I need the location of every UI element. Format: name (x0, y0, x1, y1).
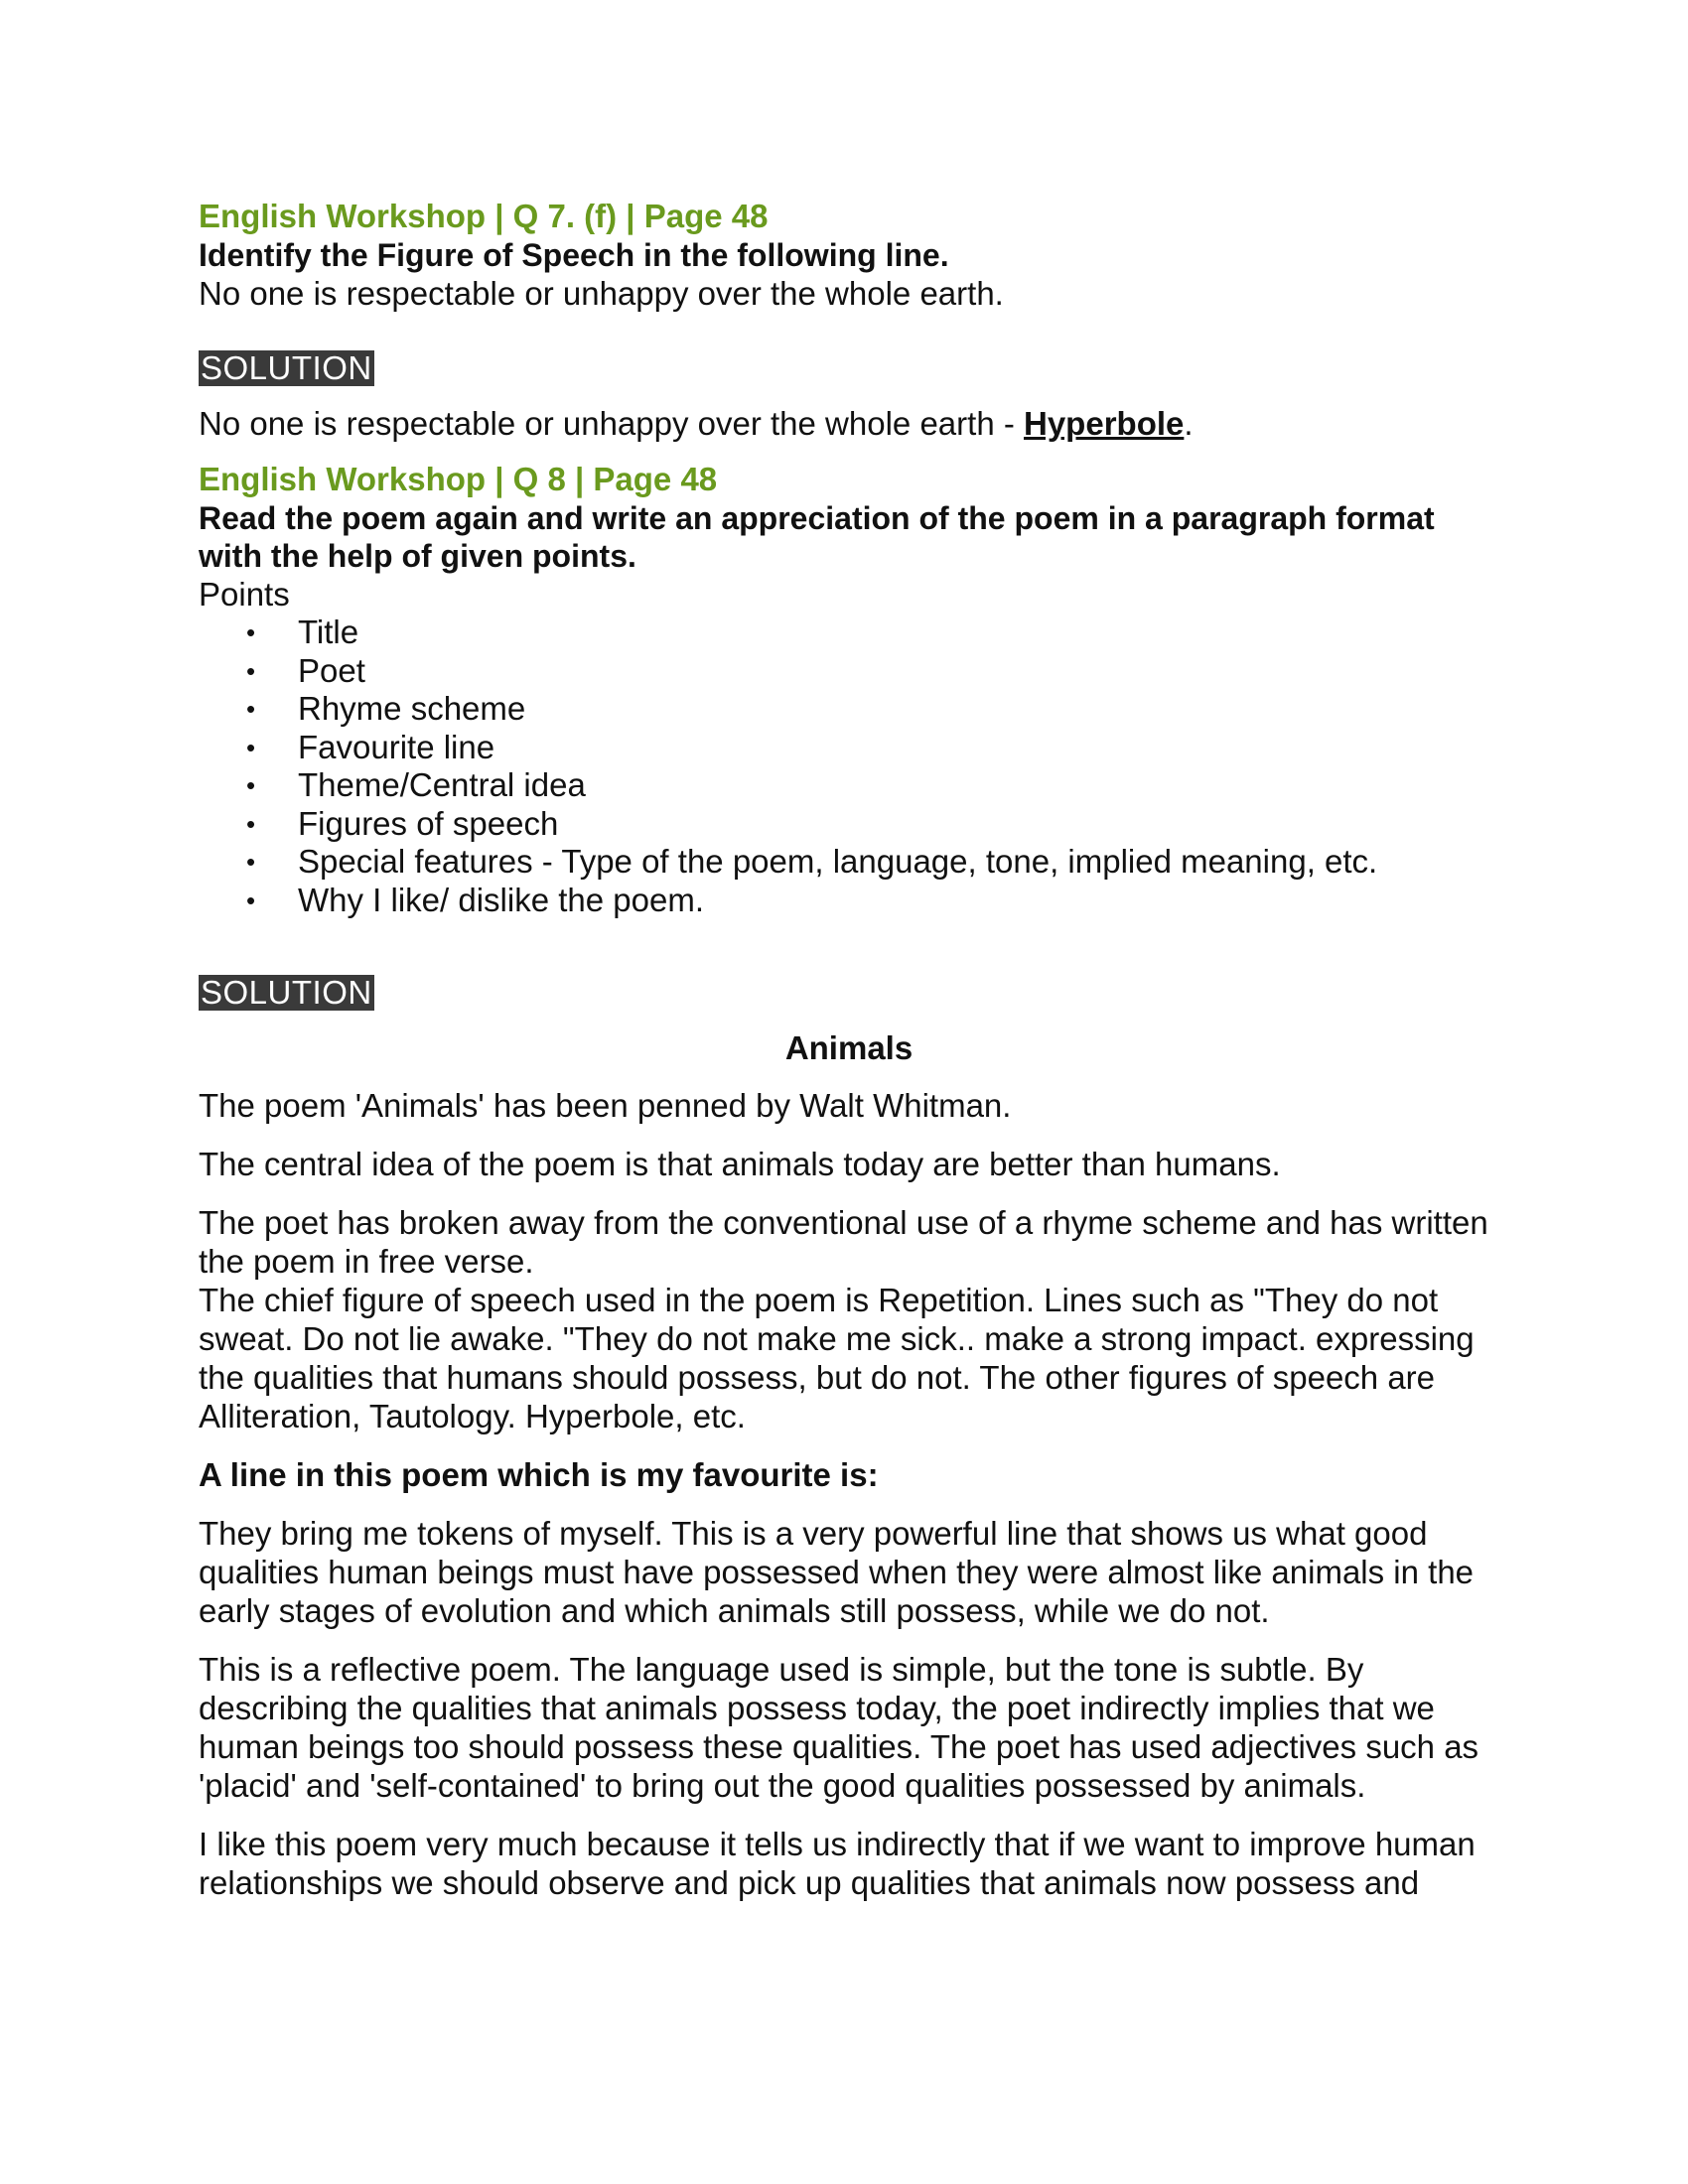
q8-heading: English Workshop | Q 8 | Page 48 (199, 461, 718, 497)
q8-solution-badge: SOLUTION (201, 974, 372, 1011)
q7-answer (199, 404, 1499, 443)
q7-answer-suffix: . (1184, 405, 1194, 442)
list-item: • Figures of speech (298, 805, 1499, 844)
para-central-idea: The central idea of the poem is that animals today are better than humans. (199, 1146, 1281, 1182)
q8-question: Read the poem again and write an appreciation of the poem in a paragraph format with the help of given points. (199, 500, 1435, 574)
para-why-i-like: I like this poem very much because it tells us indirectly that if we want to improve human relationships we should observe and pick up qualities that animals now possess and (199, 1826, 1476, 1901)
favourite-line-label: A line in this poem which is my favourite is: (199, 1456, 879, 1493)
para-poet: The poem 'Animals' has been penned by Walt Whitman. (199, 1087, 1012, 1124)
q7-solution-badge: SOLUTION (201, 349, 372, 386)
list-item: • Title (298, 614, 1499, 652)
q7-answer-prefix: No one is respectable or unhappy over the whole earth - (199, 405, 1024, 442)
para-favourite-line: They bring me tokens of myself. This is a very powerful line that shows us what good qualities human beings must have possessed when they were almost like animals in the early stages of evolution and which animals still possess, while we do not. (199, 1515, 1475, 1629)
list-item: • Why I like/ dislike the poem. (298, 882, 1499, 920)
list-item: • Poet (298, 652, 1499, 691)
list-item: • Favourite line (298, 729, 1499, 767)
list-item: • Special features - Type of the poem, language, tone, implied meaning, etc. (298, 843, 1499, 882)
list-item: • Rhyme scheme (298, 690, 1499, 729)
para-special-features: This is a reflective poem. The language used is simple, but the tone is subtle. By describing the qualities that animals possess today, the poet indirectly implies that we human beings too should possess these qualities. The poet has used adjectives such as 'placid' and 'self-contained' to bring out the good qualities possessed by animals. (199, 1651, 1479, 1804)
q7-answer-term: Hyperbole (1024, 405, 1185, 442)
para-figures-of-speech: The chief figure of speech used in the poem is Repetition. Lines such as "They do not sweat. Do not lie awake. "They do not make me sick.. make a strong impact. expressing the qualities that humans should possess, but do not. The other figures of speech are Alliteration, Tautology. Hyperbole, etc. (199, 1282, 1475, 1434)
poem-title: Animals (784, 1029, 914, 1066)
document-page (199, 197, 1499, 1902)
q7-question: Identify the Figure of Speech in the following line. (199, 237, 949, 273)
q7-heading: English Workshop | Q 7. (f) | Page 48 (199, 198, 769, 234)
q8-points-label: Points (199, 576, 290, 613)
list-item: • Theme/Central idea (298, 766, 1499, 805)
q8-points-list (199, 614, 1499, 919)
para-rhyme-scheme: The poet has broken away from the conventional use of a rhyme scheme and has written the poem in free verse. (199, 1204, 1488, 1280)
q7-line: No one is respectable or unhappy over the whole earth. (199, 275, 1004, 312)
